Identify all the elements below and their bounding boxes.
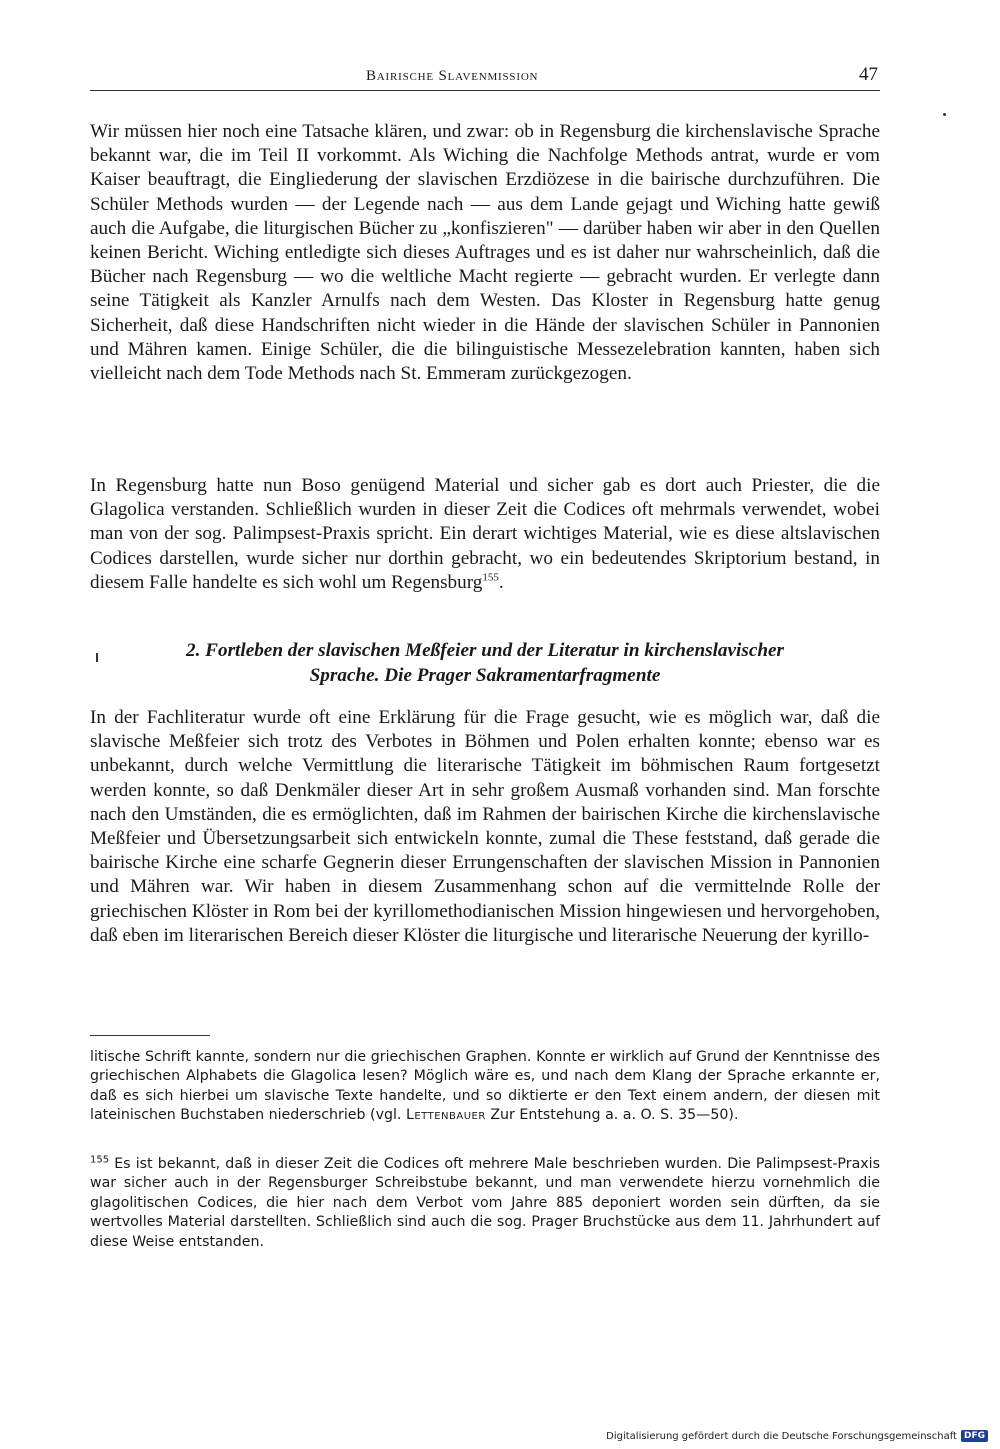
footnote-continued-text-a: litische Schrift kannte, sondern nur die griechischen Graphen. Konnte er wirklich auf Grund der Kenntnisse des griechischen Alphabets die Glagolica lesen? Möglich wäre es, und nach dem Klang der Sprache erkannte er, daß es sich hierbei um slavische Texte handelte, und so diktierte er den Text einem andern, der diesen mit lateinischen Buchstaben niederschrieb (vgl. (90, 1049, 880, 1124)
digitization-note: Digitalisierung gefördert durch die Deutsche Forschungsgemeinschaft (606, 1430, 957, 1442)
page-number: 47 (859, 64, 878, 85)
digitization-footer (606, 1430, 988, 1442)
section-heading (90, 639, 880, 688)
paragraph-3: In der Fachliteratur wurde oft eine Erklärung für die Frage gesucht, wie es möglich war, daß die slavische Meßfeier sich trotz des Verbotes in Böhmen und Polen erhalten konnte; ebenso war es unbekannt, durch welche Vermittlung die literarische Tätigkeit im böhmischen Raum fortgesetzt werden konnte, so daß Denkmäler dieser Art in sehr großem Ausmaß vorhanden sind. Man forschte nach den Umständen, die es ermöglichten, daß im Rahmen der bairischen Kirche die kirchenslavische Meßfeier und Übersetzungsarbeit sich entwickeln konnte, zumal die These feststand, daß gerade die bairische Kirche eine scharfe Gegnerin dieser Errungenschaften der slavischen Mission in Pannonien und Mähren war. Wir haben in diesem Zusammenhang schon auf die vermittelnde Rolle der griechischen Klöster in Rom bei der kyrillomethodianischen Mission hingewiesen und hervorgehoben, daß eben im literarischen Bereich dieser Klöster die liturgische und literarische Neuerung der kyrillo- (90, 707, 880, 946)
footnote-155-text: Es ist bekannt, daß in dieser Zeit die Codices oft mehrere Male beschrieben wurden. Die Palimpsest-Praxis war sicher auch in der Regensburger Schreibstube bekannt, und man verwendete hierzu vornehmlich die glagolitischen Codices, die hier nach dem Verbot vom Jahre 885 deponiert worden sein dürften, da sie wertvolles Material darstellten. Schließlich sind auch die sog. Prager Bruchstücke aus dem 11. Jahrhundert auf diese Weise entstanden. (90, 1156, 880, 1250)
paragraph-2-text: In Regensburg hatte nun Boso genügend Material und sicher gab es dort auch Priester, die die Glagolica verstanden. Schließlich wurden in dieser Zeit die Codices oft mehrmals verwendet, wobei man von der sog. Palimpsest-Praxis spricht. Ein derart wichtiges Material, wie es diese altslavischen Codices darstellen, wurde sicher nur dorthin gebracht, wo ein bedeutendes Skriptorium bestand, in diesem Falle handelte es sich wohl um Regensburg (90, 475, 880, 593)
running-title: Bairische Slavenmission (366, 68, 539, 84)
footnote-ref-155[interactable]: 155 (482, 571, 499, 584)
dfg-logo-icon: DFG (961, 1430, 988, 1442)
scan-speck (943, 113, 946, 116)
paragraph-2-end: . (498, 571, 504, 593)
section-heading-line-1: 2. Fortleben der slavischen Meßfeier und der Literatur in kirchenslavischer (185, 640, 785, 661)
footnote-155 (90, 1155, 880, 1252)
footnote-author: Lettenbauer (405, 1107, 486, 1124)
header-rule (90, 90, 880, 91)
scan-mark (96, 653, 98, 662)
paragraph-1: Wir müssen hier noch eine Tatsache klären, und zwar: ob in Regensburg die kirchenslavische Sprache bekannt war, die im Teil II vorkommt. Als Wiching die Nachfolge Methods antrat, wurde er vom Kaiser beauftragt, die Eingliederung der slavischen Erzdiözese in die bairische durchzuführen. Die Schüler Methods wurden — der Legende nach — aus dem Lande gejagt und Wiching hatte gewiß auch die Aufgabe, die liturgischen Bücher zu „konfiszieren" — darüber haben wir aber in den Quellen keinen Bericht. Wiching entledigte sich dieses Auftrages und es ist daher nur wahrscheinlich, daß die Bücher nach Regensburg — wo die weltliche Macht regierte — gebracht wurden. Er verlegte dann seine Tätigkeit als Kanzler Arnulfs nach dem Westen. Das Kloster in Regensburg hatte genug Sicherheit, daß diese Handschriften nicht wieder in die Hände der slavischen Schüler in Pannonien und Mähren kamen. Einige Schüler, die die bilinguistische Messezelebration kannten, haben sich vielleicht nach dem Tode Methods nach St. Emmeram zurückgezogen. (90, 121, 880, 385)
running-head (90, 62, 880, 96)
section-heading-line-2: Sprache. Die Prager Sakramentarfragmente (309, 664, 661, 686)
footnote-155-number: 155 (90, 1154, 110, 1166)
footnote-continued (90, 1048, 880, 1126)
footnote-continued-text-b: Zur Entstehung a. a. O. S. 35—50). (485, 1107, 739, 1124)
footnote-rule (90, 1035, 210, 1036)
paragraph-2 (90, 474, 880, 595)
